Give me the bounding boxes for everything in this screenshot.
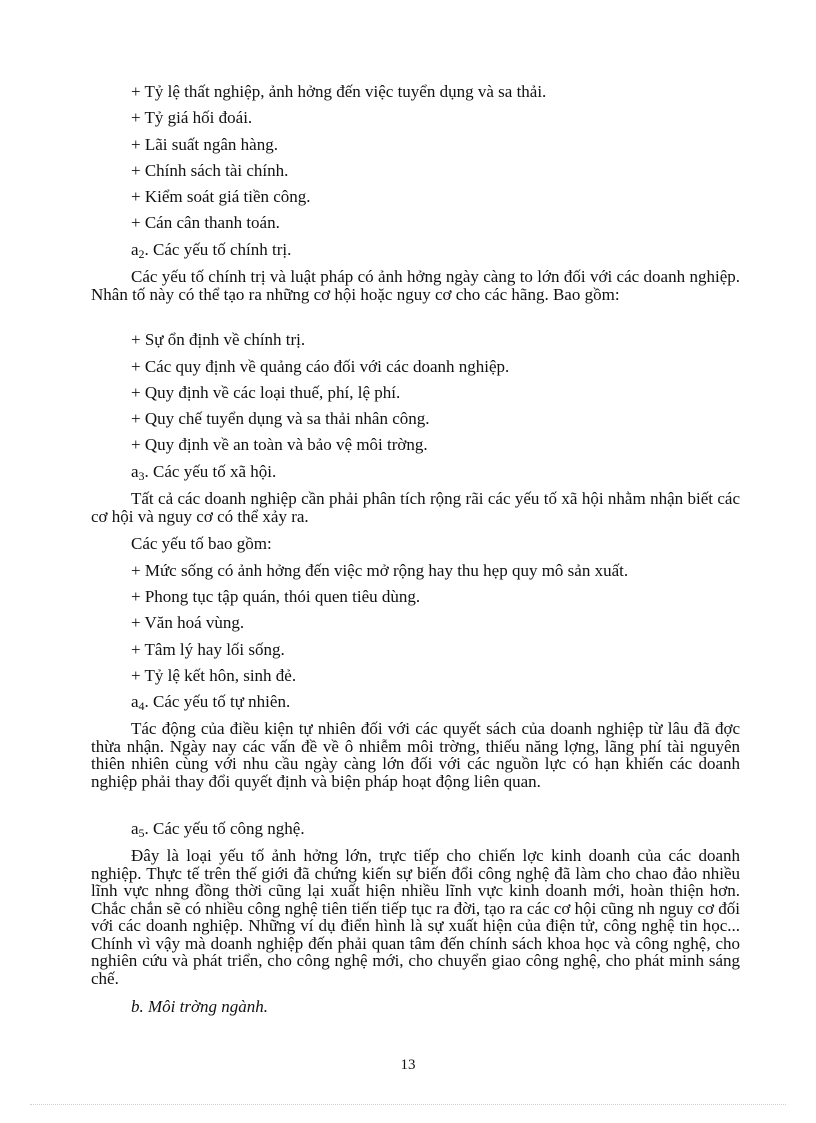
paragraph-nature: Tác động của điều kiện tự nhiên đối với các quyết sách của doanh nghiệp từ lâu đã đợc thừa nhận. Ngày nay các vấn đề về ô nhiễm môi trờng, thiếu năng lợng, lãng phí tài nguyên thiên nhiên cùng với nhu cầu ngày càng lớn đối với các nguồn lực có hạn khiến các doanh nghiệp phải thay đổi quyết định và biện pháp hoạt động liên quan.	[91, 719, 740, 791]
list-item: + Chính sách tài chính.	[131, 161, 289, 180]
list-item: + Tâm lý hay lối sống.	[131, 640, 285, 659]
list-item: + Tỷ giá hối đoái.	[131, 108, 253, 127]
footer-divider	[30, 1104, 786, 1105]
list-item: + Văn hoá vùng.	[131, 613, 245, 632]
social-intro: Các yếu tố bao gồm:	[131, 534, 272, 553]
section-heading-b: b. Môi trờng ngành.	[131, 997, 269, 1016]
paragraph-politics: Các yếu tố chính trị và luật pháp có ảnh hởng ngày càng to lớn đối với các doanh nghiệp. Nhân tố này có thể tạo ra những cơ hội hoặc nguy cơ cho các hãng. Bao gồm:	[91, 267, 740, 304]
list-item: + Kiểm soát giá tiền công.	[131, 187, 311, 206]
list-item: + Tỷ lệ kết hôn, sinh đẻ.	[131, 666, 297, 685]
list-item: + Quy định về an toàn và bảo vệ môi trờng.	[131, 435, 428, 454]
list-item: + Các quy định về quảng cáo đối với các doanh nghiệp.	[131, 357, 510, 376]
list-item: + Cán cân thanh toán.	[131, 213, 280, 232]
section-heading-a2: $a_2$. Các yếu tố chính trị.	[131, 240, 292, 261]
list-item: + Mức sống có ảnh hởng đến việc mở rộng hay thu hẹp quy mô sản xuất.	[131, 561, 629, 580]
paragraph-technology: Đây là loại yếu tố ảnh hởng lớn, trực tiếp cho chiến lợc kinh doanh của các doanh nghiệp. Thực tế trên thế giới đã chứng kiến sự biến đổi công nghệ đã làm cho chao đảo nhiều lĩnh vực nhng đồng thời cũng lại xuất hiện nhiều lĩnh vực kinh doanh mới, hoàn thiện hơn. Chắc chắn sẽ có nhiều công nghệ tiên tiến tiếp tục ra đời, tạo ra các cơ hội cũng nh nguy cơ đối với các doanh nghiệp. Những ví dụ điển hình là sự xuất hiện của điện tử, công nghệ tin học... Chính vì vậy mà doanh nghiệp đến phải quan tâm đến chính sách khoa học và công nghệ, cho nghiên cứu và phát triển, cho công nghệ mới, cho chuyển giao công nghệ, cho phát minh sáng chế.	[91, 846, 740, 988]
list-item: + Quy chế tuyển dụng và sa thải nhân công.	[131, 409, 430, 428]
list-item: + Phong tục tập quán, thói quen tiêu dùng.	[131, 587, 421, 606]
section-heading-a3: $a_3$. Các yếu tố xã hội.	[131, 462, 277, 483]
section-heading-a4: $a_4$. Các yếu tố tự nhiên.	[131, 692, 291, 713]
list-item: + Lãi suất ngân hàng.	[131, 135, 278, 154]
list-item: + Sự ổn định về chính trị.	[131, 330, 306, 349]
page-number: 13	[400, 1057, 416, 1073]
section-heading-a5: $a_5$. Các yếu tố công nghệ.	[131, 819, 305, 840]
list-item: + Quy định về các loại thuế, phí, lệ phí.	[131, 383, 401, 402]
paragraph-social: Tất cả các doanh nghiệp cần phải phân tích rộng rãi các yếu tố xã hội nhằm nhận biết các cơ hội và nguy cơ có thể xảy ra.	[91, 489, 740, 526]
list-item: + Tỷ lệ thất nghiệp, ảnh hởng đến việc tuyển dụng và sa thải.	[131, 82, 547, 101]
